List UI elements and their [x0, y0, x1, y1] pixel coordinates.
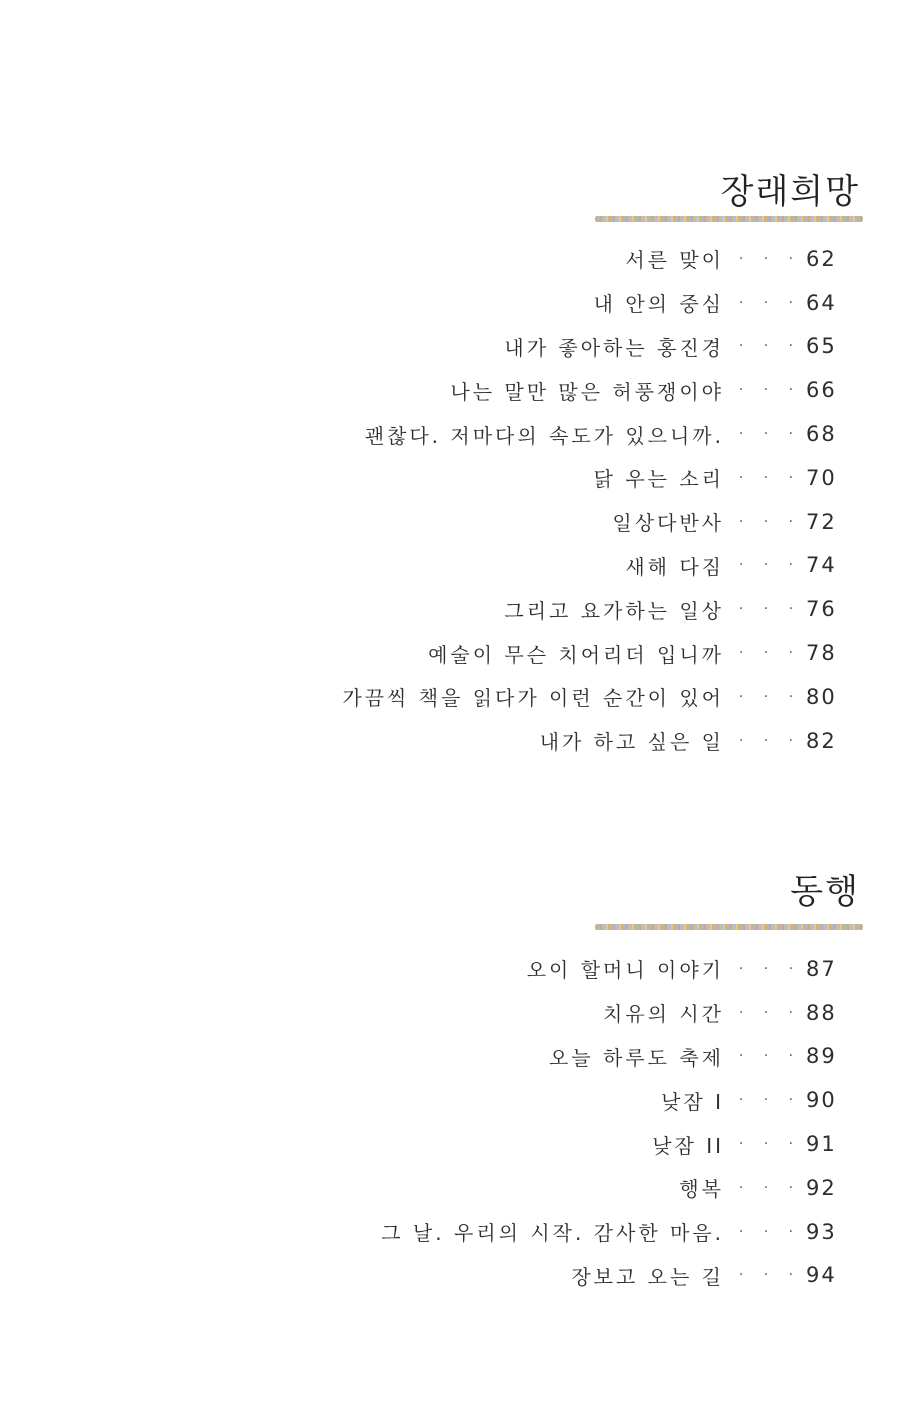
- leader-dots: · · ·: [738, 557, 802, 574]
- page-number: 62: [806, 246, 837, 271]
- section-divider: [595, 924, 863, 930]
- entry-title: 행복: [679, 1177, 724, 1202]
- entry-title: 그 날. 우리의 시작. 감사한 마음.: [381, 1221, 724, 1246]
- leader-dots: · · ·: [738, 1223, 802, 1240]
- page-number: 78: [806, 641, 837, 666]
- leader-dots: · · ·: [738, 382, 802, 399]
- toc-entry[interactable]: [342, 412, 840, 456]
- leader-dots: · · ·: [738, 513, 802, 530]
- entry-title: 가끔씩 책을 읽다가 이런 순간이 있어: [342, 686, 724, 711]
- leader-dots: · · ·: [738, 1048, 802, 1065]
- toc-entry[interactable]: [342, 719, 840, 763]
- leader-dots: · · ·: [738, 1004, 802, 1021]
- toc-entry[interactable]: [342, 500, 840, 544]
- page-number: 93: [806, 1219, 837, 1244]
- leader-dots: · · ·: [738, 688, 802, 705]
- page-number: 92: [806, 1175, 837, 1200]
- toc-entry[interactable]: [381, 1166, 840, 1210]
- toc-entry[interactable]: [342, 368, 840, 412]
- entry-title: 내 안의 중심: [593, 292, 724, 317]
- toc-list: [342, 237, 840, 763]
- leader-dots: · · ·: [738, 294, 802, 311]
- entry-title: 오늘 하루도 축제: [549, 1045, 724, 1070]
- entry-title: 서른 맞이: [625, 248, 724, 273]
- toc-entry[interactable]: [381, 1078, 840, 1122]
- entry-title: 예술이 무슨 치어리더 입니까: [428, 642, 724, 667]
- page-number: 89: [806, 1044, 837, 1069]
- toc-entry[interactable]: [381, 991, 840, 1035]
- page-number: 66: [806, 378, 837, 403]
- toc-entry[interactable]: [342, 281, 840, 325]
- page-number: 76: [806, 597, 837, 622]
- page-number: 68: [806, 422, 837, 447]
- toc-entry[interactable]: [342, 456, 840, 500]
- toc-entry[interactable]: [342, 237, 840, 281]
- page-number: 91: [806, 1132, 837, 1157]
- entry-title: 오이 할머니 이야기: [526, 958, 724, 983]
- page-number: 94: [806, 1263, 837, 1288]
- toc-entry[interactable]: [381, 947, 840, 991]
- page-number: 82: [806, 728, 837, 753]
- entry-title: 내가 좋아하는 홍진경: [504, 335, 724, 360]
- entry-title: 내가 하고 싶은 일: [539, 730, 724, 755]
- page-number: 72: [806, 509, 837, 534]
- toc-entry[interactable]: [381, 1254, 840, 1298]
- toc-entry[interactable]: [381, 1122, 840, 1166]
- entry-title: 일상다반사: [612, 511, 724, 536]
- toc-entry[interactable]: [381, 1035, 840, 1079]
- entry-title: 장보고 오는 길: [571, 1264, 724, 1289]
- section-title: 동행: [790, 872, 860, 912]
- leader-dots: · · ·: [738, 960, 802, 977]
- page-number: 80: [806, 684, 837, 709]
- leader-dots: · · ·: [738, 1136, 802, 1153]
- toc-list: [381, 947, 840, 1297]
- toc-entry[interactable]: [381, 1210, 840, 1254]
- entry-title: 치유의 시간: [603, 1002, 724, 1027]
- section-divider: [595, 216, 863, 222]
- toc-entry[interactable]: [342, 675, 840, 719]
- page-number: 88: [806, 1000, 837, 1025]
- page-number: 90: [806, 1088, 837, 1113]
- leader-dots: · · ·: [738, 1092, 802, 1109]
- leader-dots: · · ·: [738, 1267, 802, 1284]
- entry-title: 닭 우는 소리: [593, 467, 724, 492]
- leader-dots: · · ·: [738, 732, 802, 749]
- entry-title: 그리고 요가하는 일상: [504, 598, 724, 623]
- leader-dots: · · ·: [738, 601, 802, 618]
- leader-dots: · · ·: [738, 250, 802, 267]
- leader-dots: · · ·: [738, 338, 802, 355]
- toc-entry[interactable]: [342, 631, 840, 675]
- entry-title: 낮잠 I: [661, 1089, 724, 1114]
- entry-title: 낮잠 II: [652, 1133, 724, 1158]
- page-number: 70: [806, 465, 837, 490]
- page-number: 64: [806, 290, 837, 315]
- section-title: 장래희망: [720, 172, 860, 212]
- leader-dots: · · ·: [738, 426, 802, 443]
- toc-entry[interactable]: [342, 587, 840, 631]
- page-number: 65: [806, 334, 837, 359]
- leader-dots: · · ·: [738, 469, 802, 486]
- leader-dots: · · ·: [738, 645, 802, 662]
- entry-title: 괜찮다. 저마다의 속도가 있으니까.: [364, 423, 724, 448]
- toc-entry[interactable]: [342, 325, 840, 369]
- leader-dots: · · ·: [738, 1179, 802, 1196]
- page-number: 87: [806, 956, 837, 981]
- entry-title: 나는 말만 많은 허풍쟁이야: [450, 379, 724, 404]
- page-number: 74: [806, 553, 837, 578]
- entry-title: 새해 다짐: [625, 554, 724, 579]
- toc-entry[interactable]: [342, 544, 840, 588]
